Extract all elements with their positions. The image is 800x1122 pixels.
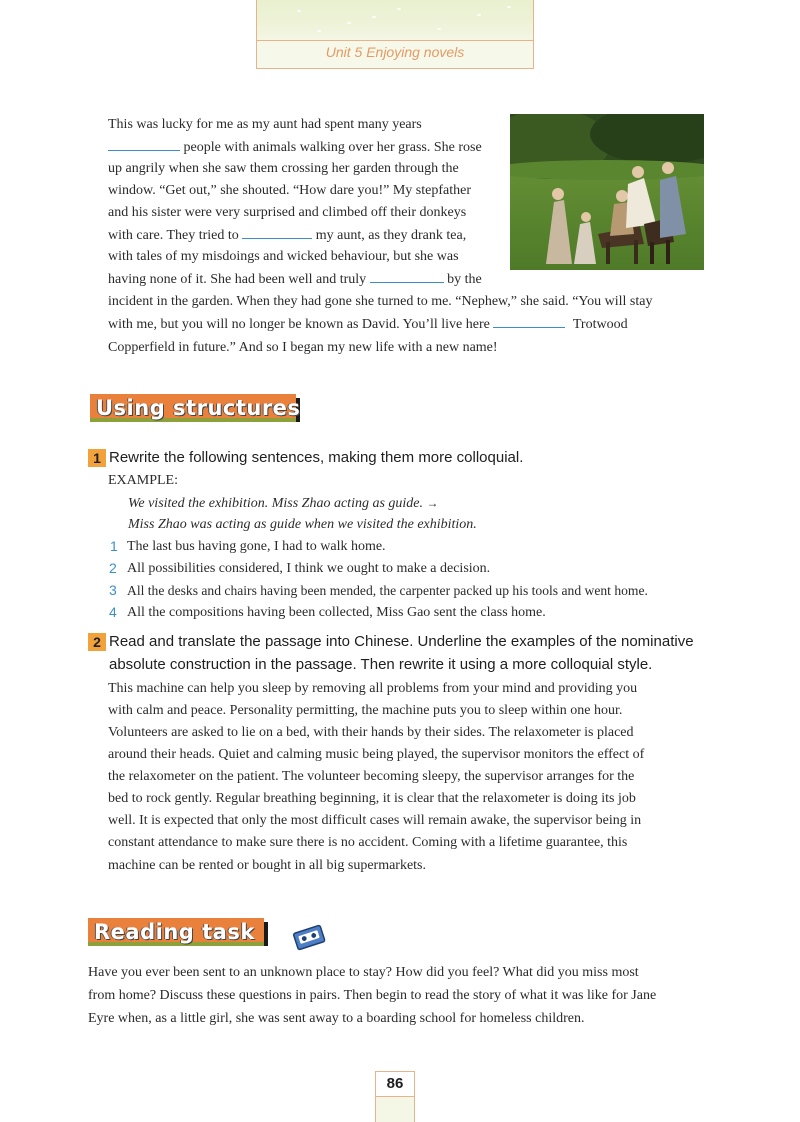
story-line	[108, 268, 482, 291]
reading-line: from home? Discuss these questions in pairs. Then begin to read the story of what it was like for Jane	[88, 988, 657, 1003]
exercise-instruction: Read and translate the passage into Chinese. Underline the examples of the nominative	[109, 633, 694, 650]
item-number: 1	[110, 538, 118, 554]
page-number: 86	[376, 1072, 414, 1097]
exercise-number: 2	[88, 633, 106, 651]
story-line: This was lucky for me as my aunt had spent many years	[108, 117, 422, 132]
exercise-instruction: Rewrite the following sentences, making them more colloquial.	[109, 449, 524, 466]
exercise-number: 1	[88, 449, 106, 467]
fill-blank	[370, 268, 444, 283]
arrow-icon: →	[426, 496, 439, 510]
exercise-instruction: absolute construction in the passage. Then rewrite it using a more colloquial style.	[109, 656, 653, 673]
header-bar-edge	[264, 922, 268, 946]
reading-line: Have you ever been sent to an unknown place to stay? How did you feel? What did you miss most	[88, 965, 639, 980]
story-text: by the	[447, 272, 482, 287]
item-number: 4	[109, 604, 117, 620]
story-line: with tales of my misdoings and wicked behaviour, but she was	[108, 249, 459, 264]
passage-line: around their heads. Quiet and calming music being played, the supervisor monitors the effect of	[108, 747, 645, 762]
passage-line: bed to rock gently. Regular breathing beginning, it is clear that the relaxometer is doing its job	[108, 791, 636, 806]
cassette-tape-icon	[292, 922, 326, 952]
story-line	[108, 313, 628, 336]
unit-banner	[256, 0, 534, 69]
story-text: having none of it. She had been well and truly	[108, 272, 367, 287]
example-question	[128, 492, 439, 515]
passage-line: This machine can help you sleep by removing all problems from your mind and providing you	[108, 681, 638, 696]
section-title: Reading task	[94, 920, 255, 944]
section-header-using-structures	[90, 394, 310, 424]
story-line: Copperfield in future.” And so I began my new life with a new name!	[108, 340, 498, 355]
story-text: with care. They tried to	[108, 228, 239, 243]
story-line: window. “Get out,” she shouted. “How dare you!” My stepfather	[108, 183, 471, 198]
example-text: We visited the exhibition. Miss Zhao acting as guide.	[128, 496, 424, 511]
fill-blank	[108, 136, 180, 151]
passage-line: constant attendance to make sure there is no accident. Coming with a lifetime guarantee, this	[108, 835, 628, 850]
passage-line: the relaxometer on the patient. The volunteer becoming sleepy, the supervisor arranges for the	[108, 769, 635, 784]
page-number-box	[375, 1071, 415, 1122]
passage-line: machine can be rented or bought in all big supermarkets.	[108, 858, 427, 873]
story-text: with me, but you will no longer be known as David. You’ll live here	[108, 317, 490, 332]
story-line: up angrily when she saw them crossing her garden through the	[108, 161, 459, 176]
item-number: 3	[109, 582, 117, 598]
banner-decoration	[257, 0, 533, 41]
section-header-reading-task	[88, 918, 278, 948]
story-text: Trotwood	[572, 317, 628, 332]
story-line	[108, 224, 466, 247]
list-item: All the desks and chairs having been mended, the carpenter packed up his tools and went home.	[127, 583, 648, 598]
passage-line: Volunteers are asked to lie on a bed, with their hands by their sides. The relaxometer is placed	[108, 725, 634, 740]
section-title: Using structures	[96, 396, 301, 420]
list-item: The last bus having gone, I had to walk home.	[127, 539, 386, 554]
list-item: All the compositions having been collected, Miss Gao sent the class home.	[127, 605, 546, 620]
film-still-photo	[510, 114, 704, 270]
unit-label: Unit 5 Enjoying novels	[325, 44, 465, 60]
story-text: people with animals walking over her grass. She rose	[183, 140, 482, 155]
reading-line: Eyre when, as a little girl, she was sent away to a boarding school for homeless children.	[88, 1011, 585, 1026]
story-line: and his sister were very surprised and climbed off their donkeys	[108, 205, 467, 220]
passage-line: well. It is expected that only the most difficult cases will remain awake, the supervisor being in	[108, 813, 642, 828]
fill-blank	[493, 313, 565, 328]
fill-blank	[242, 224, 312, 239]
story-line: incident in the garden. When they had gone she turned to me. “Nephew,” she said. “You will stay	[108, 294, 653, 309]
example-label: EXAMPLE:	[108, 473, 178, 488]
example-answer: Miss Zhao was acting as guide when we visited the exhibition.	[128, 517, 477, 532]
story-line	[108, 136, 482, 159]
story-text: my aunt, as they drank tea,	[315, 228, 467, 243]
passage-line: with calm and peace. Personality permitting, the machine puts you to sleep within one hour.	[108, 703, 623, 718]
list-item: All possibilities considered, I think we ought to make a decision.	[127, 561, 491, 576]
item-number: 2	[109, 560, 117, 576]
